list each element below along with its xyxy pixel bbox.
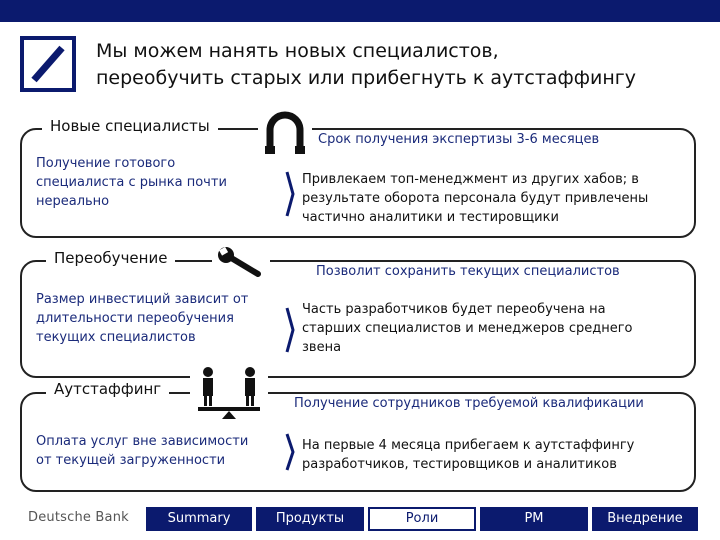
section-label: Новые специалисты (42, 117, 218, 135)
section-headline: Позволит сохранить текущих специалистов (310, 264, 626, 279)
title-line-1: Мы можем нанять новых специалистов, (96, 40, 499, 62)
tab-summary[interactable]: Summary (146, 507, 252, 531)
section-right-text: Часть разработчиков будет переобучена на старших специалистов и менеджеров среднего звена (302, 302, 633, 355)
section-left-text: Оплата услуг вне зависимости от текущей загруженности (36, 434, 249, 468)
bracket-icon (285, 170, 295, 218)
footer-nav (0, 504, 720, 532)
tab-roles[interactable]: Роли (368, 507, 476, 531)
section-label: Аутстаффинг (46, 380, 169, 398)
brand-name: Deutsche Bank (28, 510, 129, 525)
deutsche-bank-logo (20, 36, 76, 92)
section-left-text: Получение готового специалиста с рынка почти нереально (36, 156, 227, 209)
section-right-text: На первые 4 месяца прибегаем к аутстаффингу разработчиков, тестировщиков и аналитиков (302, 438, 635, 472)
section-left-text: Размер инвестиций зависит от длительности переобучения текущих специалистов (36, 292, 249, 345)
balance-people-icon (190, 366, 268, 424)
section-right-text: Привлекаем топ-менеджмент из других хабов; в результате оборота персонала будут привлечены частично аналитики и тестировщики (302, 172, 649, 225)
tab-pm[interactable]: PM (480, 507, 588, 531)
bracket-icon (285, 306, 295, 354)
section-headline: Получение сотрудников требуемой квалификации (288, 396, 650, 411)
page-title (96, 38, 706, 92)
bracket-icon (285, 432, 295, 472)
magnet-icon (258, 108, 312, 160)
tab-implementation[interactable]: Внедрение (592, 507, 698, 531)
section-headline: Срок получения экспертизы 3-6 месяцев (312, 132, 605, 147)
section-label: Переобучение (46, 249, 175, 267)
top-banner (0, 0, 720, 22)
tab-products[interactable]: Продукты (256, 507, 364, 531)
wrench-icon (212, 246, 270, 284)
title-line-2: переобучить старых или прибегнуть к аутстаффингу (96, 67, 637, 89)
